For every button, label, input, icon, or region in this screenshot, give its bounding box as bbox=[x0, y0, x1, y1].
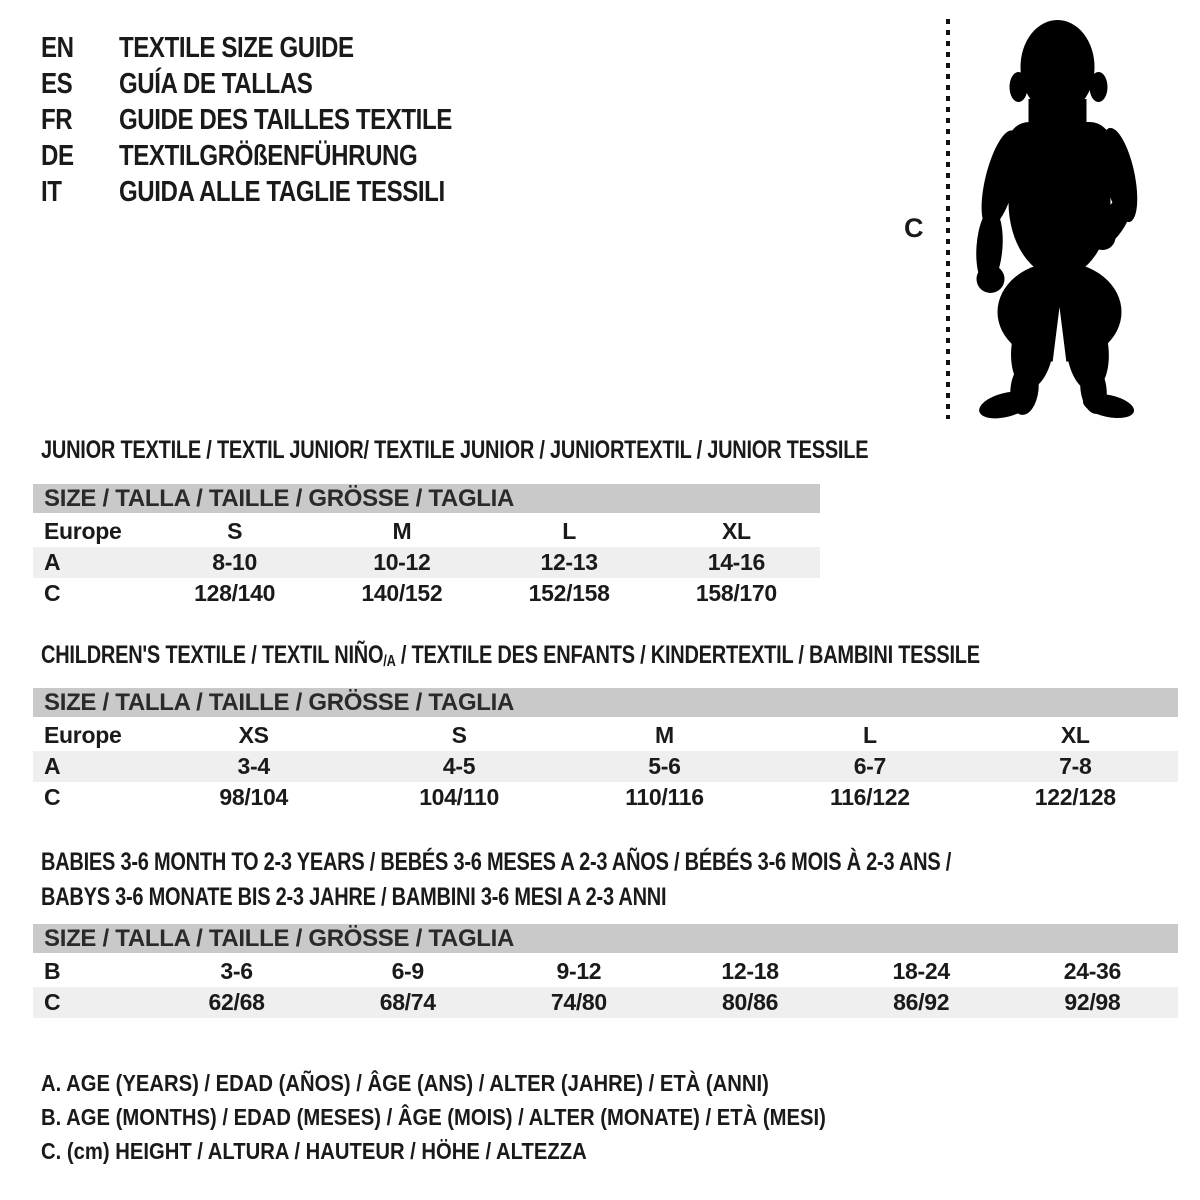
table-row-height bbox=[33, 782, 1178, 813]
size-header-bar: SIZE / TALLA / TAILLE / GRÖSSE / TAGLIA bbox=[33, 484, 820, 513]
babies-title-line2: BABYS 3-6 MONATE BIS 2-3 JAHRE / BAMBINI 3-6 MESI A 2-3 ANNI bbox=[41, 883, 667, 911]
language-row-de bbox=[41, 138, 520, 174]
language-row-it bbox=[41, 174, 520, 210]
size-cell: L bbox=[562, 518, 576, 544]
size-cell: 62/68 bbox=[151, 987, 322, 1018]
legend-line-a-text: A. AGE (YEARS) / EDAD (AÑOS) / ÂGE (ANS) / ALTER (JAHRE) / ETÀ (ANNI) bbox=[41, 1070, 769, 1096]
size-cell: 12-18 bbox=[721, 958, 779, 984]
guide-title-it bbox=[119, 174, 511, 210]
size-cell: 5-6 bbox=[562, 751, 767, 782]
guide-title-de-text: TEXTILGRÖßENFÜHRUNG bbox=[119, 140, 418, 172]
table-row-height bbox=[33, 987, 1178, 1018]
language-code-text: IT bbox=[41, 176, 62, 208]
size-cell: 3-4 bbox=[151, 751, 356, 782]
row-label: A bbox=[33, 547, 151, 578]
guide-title-de bbox=[119, 138, 478, 174]
children-size-table bbox=[33, 688, 1178, 813]
size-cell: 10-12 bbox=[318, 547, 485, 578]
babies-size-table bbox=[33, 924, 1178, 1018]
legend-line-b-text: B. AGE (MONTHS) / EDAD (MESES) / ÂGE (MOIS) / ALTER (MONATE) / ETÀ (MESI) bbox=[41, 1104, 826, 1130]
size-cell: 158/170 bbox=[695, 580, 777, 606]
size-cell: 18-24 bbox=[892, 958, 950, 984]
measure-label-c: C bbox=[904, 213, 924, 243]
junior-section-title bbox=[41, 436, 1075, 465]
size-cell: 140/152 bbox=[361, 580, 443, 606]
table-row-europe bbox=[33, 516, 820, 547]
language-code-text: EN bbox=[41, 32, 74, 64]
size-cell: 8-10 bbox=[151, 547, 318, 578]
language-code bbox=[41, 174, 119, 210]
children-table bbox=[33, 720, 1178, 813]
language-title-list bbox=[41, 30, 520, 210]
language-code bbox=[41, 138, 119, 174]
size-cell: 104/110 bbox=[419, 784, 499, 810]
size-cell: 12-13 bbox=[486, 547, 653, 578]
children-title-main: CHILDREN'S TEXTILE / TEXTIL NIÑO bbox=[41, 641, 384, 669]
row-label: A bbox=[33, 751, 151, 782]
size-cell: 68/74 bbox=[322, 987, 493, 1018]
table-row-europe bbox=[33, 720, 1178, 751]
table-row-age bbox=[33, 751, 1178, 782]
size-cell: S bbox=[227, 518, 243, 544]
babies-table bbox=[33, 956, 1178, 1018]
size-cell: XS bbox=[238, 722, 269, 748]
size-cell: L bbox=[862, 722, 877, 748]
legend-line-c bbox=[41, 1134, 933, 1168]
size-cell: 152/158 bbox=[528, 580, 610, 606]
legend bbox=[41, 1066, 933, 1168]
guide-title-fr bbox=[119, 102, 520, 138]
guide-title-fr-text: GUIDE DES TAILLES TEXTILE bbox=[119, 104, 452, 136]
size-cell: 110/116 bbox=[625, 784, 704, 810]
language-code-text: FR bbox=[41, 104, 73, 136]
legend-line-b bbox=[41, 1100, 933, 1134]
children-title-sub: /A bbox=[383, 653, 396, 670]
guide-title-en-text: TEXTILE SIZE GUIDE bbox=[119, 32, 354, 64]
size-cell: 128/140 bbox=[194, 580, 276, 606]
size-cell: 6-9 bbox=[391, 958, 424, 984]
size-cell: 4-5 bbox=[356, 751, 561, 782]
table-row-height bbox=[33, 578, 820, 609]
size-cell: 98/104 bbox=[219, 784, 288, 810]
size-header-bar: SIZE / TALLA / TAILLE / GRÖSSE / TAGLIA bbox=[33, 924, 1178, 953]
size-cell: 74/80 bbox=[493, 987, 664, 1018]
legend-line-a bbox=[41, 1066, 933, 1100]
guide-title-en bbox=[119, 30, 402, 66]
size-cell: 24-36 bbox=[1063, 958, 1122, 984]
size-cell: XL bbox=[721, 518, 751, 544]
language-code bbox=[41, 66, 119, 102]
toddler-silhouette-icon bbox=[962, 17, 1148, 419]
babies-section-title bbox=[41, 845, 1179, 915]
size-cell: XL bbox=[1060, 722, 1090, 748]
children-section-title bbox=[41, 641, 1200, 670]
size-cell: 14-16 bbox=[653, 547, 820, 578]
row-label: B bbox=[44, 958, 61, 984]
table-row-months bbox=[33, 956, 1178, 987]
row-label: Europe bbox=[44, 518, 122, 544]
size-cell: 6-7 bbox=[767, 751, 972, 782]
size-cell: 122/128 bbox=[1034, 784, 1116, 810]
row-label: C bbox=[44, 784, 61, 810]
size-cell: 80/86 bbox=[664, 987, 835, 1018]
size-cell: M bbox=[655, 722, 674, 748]
guide-title-es bbox=[119, 66, 352, 102]
junior-table bbox=[33, 516, 820, 609]
size-cell: 9-12 bbox=[556, 958, 602, 984]
babies-title-line1: BABIES 3-6 MONTH TO 2-3 YEARS / BEBÉS 3-6 MESES A 2-3 AÑOS / BÉBÉS 3-6 MOIS À 2-3 ANS / bbox=[41, 848, 952, 876]
size-cell: S bbox=[451, 722, 467, 748]
row-label: C bbox=[44, 580, 61, 606]
language-code bbox=[41, 102, 119, 138]
size-cell: 3-6 bbox=[220, 958, 253, 984]
children-section-title-text bbox=[41, 641, 980, 670]
size-cell: 86/92 bbox=[836, 987, 1007, 1018]
language-row-en bbox=[41, 30, 520, 66]
language-row-fr bbox=[41, 102, 520, 138]
size-cell: M bbox=[392, 518, 412, 544]
size-cell: 92/98 bbox=[1007, 987, 1178, 1018]
height-measure-dashed-line bbox=[946, 19, 950, 419]
row-label: Europe bbox=[44, 722, 122, 748]
table-row-age bbox=[33, 547, 820, 578]
children-title-rest: / TEXTILE DES ENFANTS / KINDERTEXTIL / BAMBINI TESSILE bbox=[395, 641, 980, 669]
language-code-text: DE bbox=[41, 140, 74, 172]
language-row-es bbox=[41, 66, 520, 102]
guide-title-es-text: GUÍA DE TALLAS bbox=[119, 68, 313, 100]
junior-section-title-text: JUNIOR TEXTILE / TEXTIL JUNIOR/ TEXTILE JUNIOR / JUNIORTEXTIL / JUNIOR TESSILE bbox=[41, 436, 869, 464]
size-header-bar: SIZE / TALLA / TAILLE / GRÖSSE / TAGLIA bbox=[33, 688, 1178, 717]
guide-title-it-text: GUIDA ALLE TAGLIE TESSILI bbox=[119, 176, 445, 208]
row-label: C bbox=[33, 987, 151, 1018]
height-measure-figure bbox=[900, 15, 1160, 425]
size-cell: 7-8 bbox=[973, 751, 1178, 782]
junior-size-table bbox=[33, 484, 820, 609]
legend-line-c-text: C. (cm) HEIGHT / ALTURA / HAUTEUR / HÖHE / ALTEZZA bbox=[41, 1138, 587, 1164]
language-code-text: ES bbox=[41, 68, 73, 100]
language-code bbox=[41, 30, 119, 66]
size-cell: 116/122 bbox=[829, 784, 910, 810]
